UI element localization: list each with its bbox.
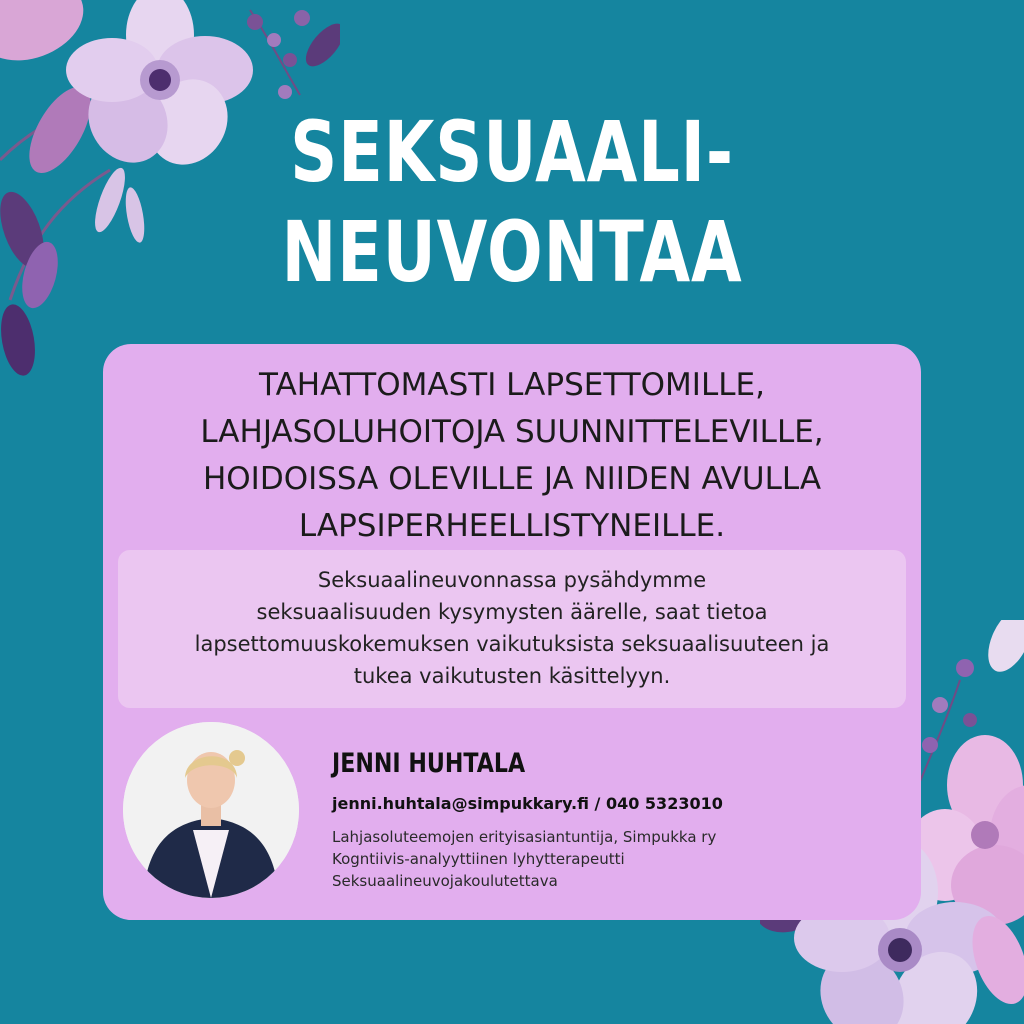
description-line: seksuaalisuuden kysymysten äärelle, saat tietoa bbox=[256, 600, 768, 624]
portrait-photo bbox=[123, 722, 299, 898]
description-line: tukea vaikutusten käsittelyyn. bbox=[353, 664, 671, 688]
person-name: JENNI HUHTALA bbox=[332, 748, 526, 779]
audience-line: LAPSIPERHEELLISTYNEILLE. bbox=[298, 508, 726, 544]
description-text bbox=[118, 564, 906, 692]
role-line: Seksuaalineuvojakoulutettava bbox=[332, 872, 558, 890]
contact-info: jenni.huhtala@simpukkary.fi / 040 5323010 bbox=[332, 794, 723, 813]
audience-line: LAHJASOLUHOITOJA SUUNNITTELEVILLE, bbox=[200, 414, 824, 450]
role-line: Kogntiivis-analyyttiinen lyhytterapeutti bbox=[332, 850, 625, 868]
description-line: Seksuaalineuvonnassa pysähdymme bbox=[317, 568, 707, 592]
page-title bbox=[113, 102, 912, 302]
info-card bbox=[103, 344, 921, 920]
title-line-2: NEUVONTAA bbox=[281, 203, 743, 301]
description-line: lapsettomuuskokemuksen vaikutuksista seksuaalisuuteen ja bbox=[194, 632, 830, 656]
description-box bbox=[118, 550, 906, 708]
audience-text bbox=[103, 362, 921, 550]
title-line-1: SEKSUAALI- bbox=[290, 103, 734, 201]
role-line: Lahjasoluteemojen erityisasiantuntija, Simpukka ry bbox=[332, 828, 717, 846]
audience-line: TAHATTOMASTI LAPSETTOMILLE, bbox=[259, 367, 765, 403]
audience-line: HOIDOISSA OLEVILLE JA NIIDEN AVULLA bbox=[202, 461, 822, 497]
person-roles bbox=[332, 826, 716, 892]
